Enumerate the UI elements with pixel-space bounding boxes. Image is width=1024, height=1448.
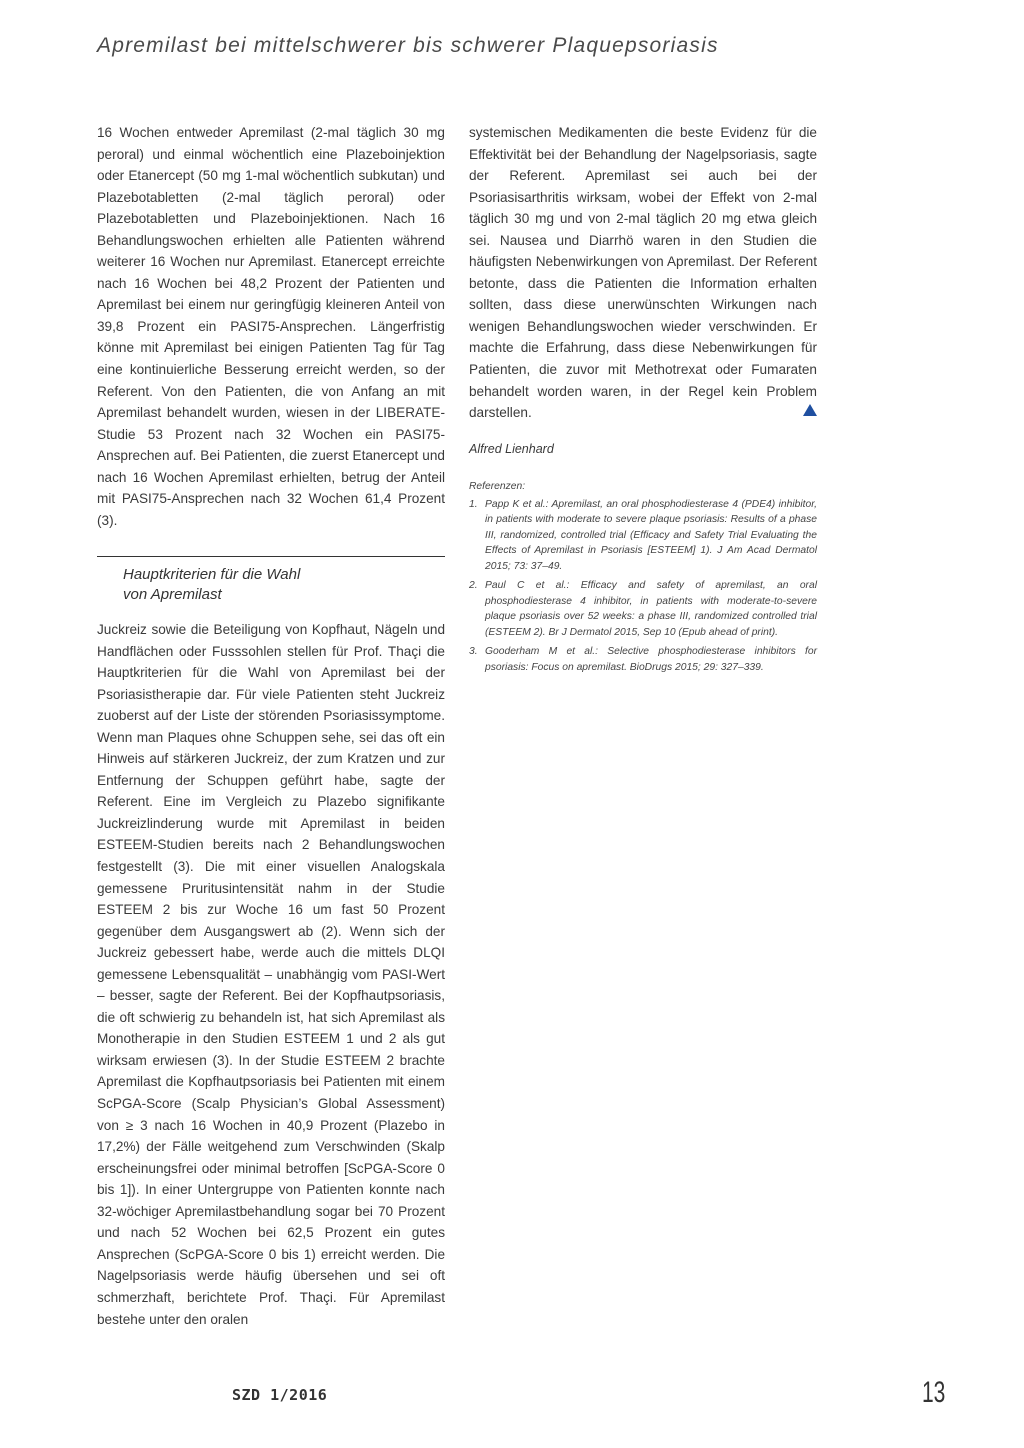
section-paragraph: Juckreiz sowie die Beteiligung von Kopfhaut, Nägeln und Handflächen oder Fusssohlen stellen für Prof. Thaçi die Hauptkriterien für die Wahl von Apremilast bei der Psoriasistherapie dar. Für viele Patienten steht Juckreiz zuoberst auf der Liste der störenden Psoriasissymptome. Wenn man Plaques ohne Schuppen sehe, sei das oft ein Hinweis auf stärkeren Juckreiz, der zum Kratzen und zur Entfernung der Schuppen geführt habe, sagte der Referent. Eine im Vergleich zu Plazebo signifikante Juckreizlinderung wurde mit Apremilast in beiden ESTEEM-Studien bereits nach 2 Behandlungswochen festgestellt (3). Die mit einer visuellen Analogskala gemessene Pruritusintensität nahm in der Studie ESTEEM 2 bis zur Woche 16 um fast 50 Prozent gegenüber dem Ausgangswert ab (2). Wenn sich der Juckreiz gebessert habe, werde auch die mittels DLQI gemessene Lebensqualität – unabhängig vom PASI-Wert – besser, sagte der Referent. Bei der Kopfhautpsoriasis, die oft schwierig zu behandeln ist, hat sich Apremilast als Monotherapie in den Studien ESTEEM 1 und 2 als gut wirksam erwiesen (3). In der Studie ESTEEM 2 brachte Apremilast die Kopfhautpsoriasis bei Patienten mit einem ScPGA-Score (Scalp Physician’s Global Assessment) von ≥ 3 nach 16 Wochen in 40,9 Prozent (Plazebo in 17,2%) der Fälle weitgehend zum Verschwinden (Skalp erscheinungsfrei oder minimal betroffen [ScPGA-Score 0 bis 1]). In einer Untergruppe von Patienten konnte nach 32-wöchiger Apremilastbehandlung sogar bei 70 Prozent und nach 52 Wochen bei 62,5 Prozent ein gutes Ansprechen (ScPGA-Score 0 bis 1) erreicht werden. Die Nagelpsoriasis werde häufig übersehen und sei oft schmerzhaft, berichtete Prof. Thaçi. Für Apremilast bestehe unter den oralen xyxy=(97,622,445,1327)
page-number: 13 xyxy=(922,1376,946,1409)
running-title: Apremilast bei mittelschwerer bis schwerer Plaquepsoriasis xyxy=(97,34,719,57)
section-heading xyxy=(123,565,445,605)
section-heading-box xyxy=(97,556,445,605)
reference-item xyxy=(469,644,817,675)
references-section xyxy=(469,479,817,679)
right-paragraph: systemischen Medikamenten die beste Evidenz für die Effektivität bei der Behandlung der Nagelpsoriasis, sagte der Referent. Apremilast sei auch bei der Psoriasisarthritis wirksam, wobei der Effekt von 2-mal täglich 30 mg und von 2-mal täglich 20 mg etwa gleich sei. Nausea und Diarrhö waren in den Studien die häufigsten Nebenwirkungen von Apremilast. Der Referent betonte, dass die Patienten die Information erhalten sollten, dass diese unerwünschten Wirkungen nach wenigen Behandlungswochen wieder verschwinden. Er machte die Erfahrung, dass diese Nebenwirkungen für Patienten, die zuvor mit Methotrexat oder Fumaraten behandelt worden waren, in der Regel kein Problem darstellen. xyxy=(469,125,817,421)
journal-issue-footer: SZD 1/2016 xyxy=(232,1386,328,1404)
author-name: Alfred Lienhard xyxy=(469,442,554,456)
reference-item xyxy=(469,578,817,640)
reference-number: 2. xyxy=(469,580,478,591)
reference-text: Papp K et al.: Apremilast, an oral phosphodiesterase 4 (PDE4) inhibitor, in patients with moderate to severe plaque psoriasis: Results of a phase III, randomized, controlled trial (Efficacy and Safety Trial Evaluating the Effects of Apremilast in Psoriasis [ESTEEM] 1). J Am Acad Dermatol 2015; 73: 37–49. xyxy=(485,498,817,572)
reference-item xyxy=(469,497,817,575)
references-list xyxy=(469,497,817,676)
reference-text: Gooderham M et al.: Selective phosphodiesterase inhibitors for psoriasis: Focus on apremilast. BioDrugs 2015; 29: 327–339. xyxy=(485,646,817,673)
references-heading: Referenzen: xyxy=(469,481,526,492)
section-heading-line-2: von Apremilast xyxy=(123,586,222,603)
section-heading-line-1: Hauptkriterien für die Wahl xyxy=(123,566,301,583)
intro-paragraph: 16 Wochen entweder Apremilast (2-mal täglich 30 mg peroral) und einmal wöchentlich eine Plazeboinjektion oder Etanercept (50 mg 1-mal wöchentlich subkutan) und Plazebotabletten (2-mal täglich peroral) oder Plazebotabletten und Plazeboinjektionen. Nach 16 Behandlungswochen erhielten alle Patienten während weiterer 16 Wochen nur Apremilast. Etanercept erreichte nach 16 Wochen bei 48,2 Prozent der Patienten und Apremilast bei einem nur geringfügig kleineren Anteil von 39,8 Prozent ein PASI75-Ansprechen. Längerfristig könne mit Apremilast bei einigen Patienten Tag für Tag eine kontinuierliche Besserung erreicht werden, so der Referent. Von den Patienten, die von Anfang an mit Apremilast behandelt wurden, wiesen in der LIBERATE-Studie 53 Prozent nach 32 Wochen ein PASI75-Ansprechen auf. Bei Patienten, die zuerst Etanercept und nach 16 Wochen Apremilast erhielten, betrug der Anteil mit PASI75-Ansprechen nach 32 Wochen 61,4 Prozent (3). xyxy=(97,125,445,528)
left-column-intro xyxy=(97,122,445,531)
reference-number: 1. xyxy=(469,498,478,510)
reference-number: 3. xyxy=(469,646,478,657)
right-column xyxy=(469,122,817,424)
reference-text: Paul C et al.: Efficacy and safety of apremilast, an oral phosphodiesterase 4 inhibitor, in patients with moderate-to-severe plaque psoriasis over 52 weeks: a phase III, randomized controlled trial (ESTEEM 2). Br J Dermatol 2015, Sep 10 (Epub ahead of print). xyxy=(485,580,817,638)
left-column-section xyxy=(97,619,445,1330)
end-of-article-triangle-icon xyxy=(803,404,817,416)
